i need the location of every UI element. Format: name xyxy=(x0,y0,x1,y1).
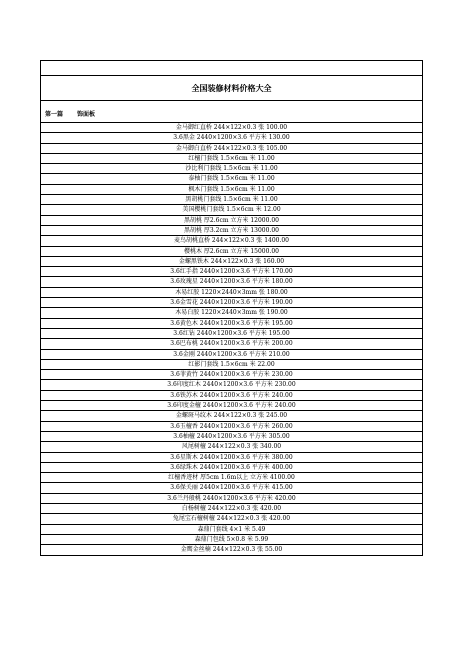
table-row: 美国樱桃门套线 1.5×6cm 米 12.00 xyxy=(41,205,422,215)
table-row: 3.6柚檀 2440×1200×3.6 平方米 305.00 xyxy=(41,432,422,442)
table-row: 泰柚门套线 1.5×6cm 米 11.00 xyxy=(41,174,422,184)
table-row: 麦鸟胡桃直桥 244×122×0.3 张 1400.00 xyxy=(41,236,422,246)
table-row: 3.6菲黄竹 2440×1200×3.6 平方米 230.00 xyxy=(41,370,422,380)
section-header xyxy=(40,100,423,122)
table-row: 白杨树檀 244×122×0.3 张 420.00 xyxy=(41,504,422,514)
table-row: 金螺斑马纹木 244×122×0.3 张 245.00 xyxy=(41,411,422,421)
table-row: 金马御红直桥 244×122×0.3 张 100.00 xyxy=(41,123,422,133)
table-row: 3.6保关丽 2440×1200×3.6 平方米 415.00 xyxy=(41,483,422,493)
table-row: 木易红胶 1220×2440×3mm 张 180.00 xyxy=(41,288,422,298)
price-sheet xyxy=(40,60,423,556)
table-row: 樱桃木 厚2.6cm 立方米 15000.00 xyxy=(41,247,422,257)
table-row: 风尾树檀 244×122×0.3 张 340.00 xyxy=(41,442,422,452)
table-row: 红檀门套线 1.5×6cm 米 11.00 xyxy=(41,154,422,164)
top-blank-row xyxy=(40,60,423,75)
table-row: 3.6印度金檀 2440×1200×3.6 平方米 240.00 xyxy=(41,401,422,411)
table-row: 3.6红钻 2440×1200×3.6 平方米 195.00 xyxy=(41,329,422,339)
table-row: 金鹰金丝楠 244×122×0.3 张 55.00 xyxy=(180,546,283,554)
table-row: 3.6金雪花 2440×1200×3.6 平方米 190.00 xyxy=(41,298,422,308)
section-name: 饰面板 xyxy=(77,111,96,118)
table-row: 3.6兰丹般桃 2440×1200×3.6 平方米 420.00 xyxy=(41,494,422,504)
table-row: 3.6印度红木 2440×1200×3.6 平方米 230.00 xyxy=(41,380,422,390)
table-row: 木易白胶 1220×2440×3mm 张 190.00 xyxy=(41,308,422,318)
price-rows xyxy=(40,122,423,556)
document-title: 全国装修材料价格大全 xyxy=(40,75,423,100)
table-row: 3.6黄色木 2440×1200×3.6 平方米 195.00 xyxy=(41,319,422,329)
table-row: 沙比利门套线 1.5×6cm 米 11.00 xyxy=(41,164,422,174)
table-row: 黑胡桃门套线 1.5×6cm 米 11.00 xyxy=(41,195,422,205)
table-row: 3.6玉檀香 2440×1200×3.6 平方米 260.00 xyxy=(41,422,422,432)
table-row: 黑胡桃 厚2.6cm 立方米 12000.00 xyxy=(41,216,422,226)
table-row: 3.6星斯木 2440×1200×3.6 平方米 380.00 xyxy=(41,453,422,463)
table-row: 3.6玫瑰星 2440×1200×3.6 平方米 180.00 xyxy=(41,277,422,287)
table-row: 兔尾宝石檀树檀 244×122×0.3 张 420.00 xyxy=(41,514,422,524)
table-row: 森鼎门套线 4×1 米 5.49 xyxy=(41,525,422,535)
table-row: 红檀香迹材 厚5cm 1.6m以上 立方米 4100.00 xyxy=(41,473,422,483)
table-row: 金螺黑铁木 244×122×0.3 张 160.00 xyxy=(41,257,422,267)
table-row: 森鼎门包线 5×0.8 米 5.99 xyxy=(41,535,422,545)
table-row: 3.6金刚 2440×1200×3.6 平方米 210.00 xyxy=(41,350,422,360)
table-row: 3.6巴布桃 2440×1200×3.6 平方米 200.00 xyxy=(41,339,422,349)
table-row: 3.6铁苏木 2440×1200×3.6 平方米 240.00 xyxy=(41,391,422,401)
table-row: 枫木门套线 1.5×6cm 米 11.00 xyxy=(41,185,422,195)
table-row: 3.6绿珠木 2440×1200×3.6 平方米 400.00 xyxy=(41,463,422,473)
section-number: 第一篇 xyxy=(45,111,64,118)
table-row: 3.6黑金 2440×1200×3.6 平方米 130.00 xyxy=(41,133,422,143)
table-row: 黑胡桃 厚3.2cm 立方米 13000.00 xyxy=(41,226,422,236)
table-row: 3.6红手指 2440×1200×3.6 平方米 170.00 xyxy=(41,267,422,277)
table-row: 金马御白直桥 244×122×0.3 张 105.00 xyxy=(41,144,422,154)
table-row: 红影门套线 1.5×6cm 米 22.00 xyxy=(41,360,422,370)
